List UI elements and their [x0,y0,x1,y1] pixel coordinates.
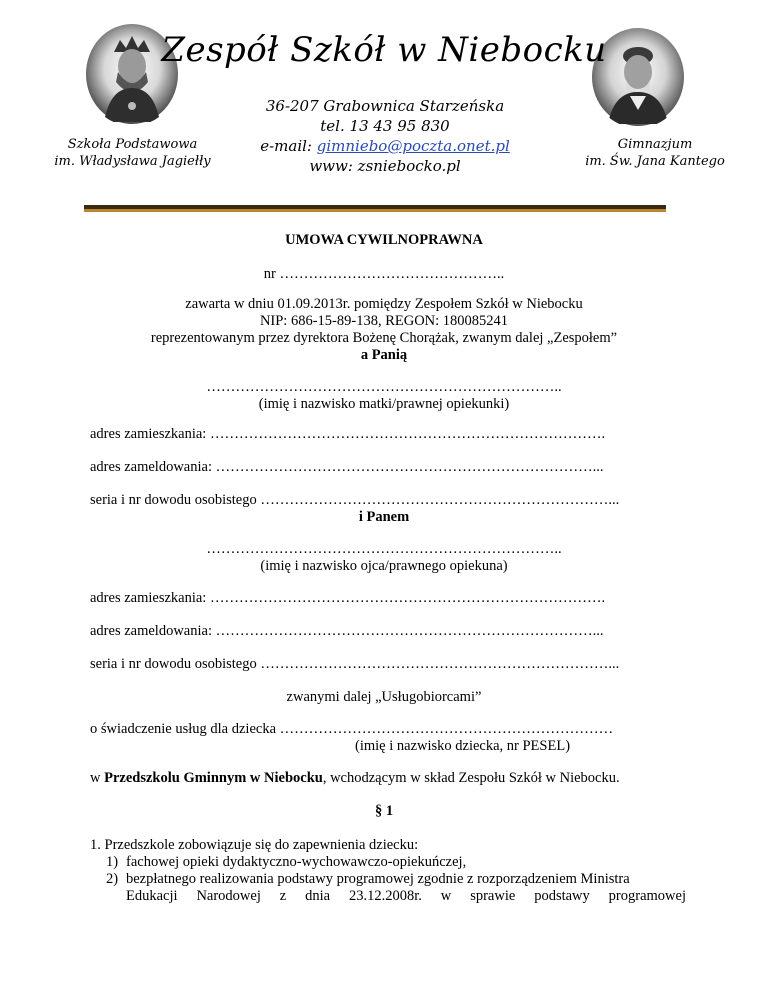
father-name-caption: (imię i nazwisko ojca/prawnego opiekuna) [260,558,508,574]
mother-registration-field: adres zameldowania: ……………………………………………………………………... [90,459,604,475]
clients-definition: zwanymi dalej „Usługobiorcami” [286,689,482,705]
father-id-field: seria i nr dowodu osobistego ………………………………………………………………... [90,656,620,672]
document-title: UMOWA CYWILNOPRAWNA [285,232,483,248]
child-field: o świadczenie usług dla dziecka …………………………………………………………… [90,721,614,737]
intro-line-2: NIP: 686-15-89-138, REGON: 180085241 [259,313,509,329]
header-divider-gold [84,209,666,212]
website: www: zsniebocko.pl [309,157,461,175]
mother-name-caption: (imię i nazwisko matki/prawnej opiekunki) [258,396,510,412]
clause-1: 1. Przedszkole zobowiązuje się do zapewnienia dziecku: [90,837,419,853]
email-label: e-mail: [260,137,312,155]
mother-id-field: seria i nr dowodu osobistego ………………………………………………………………... [90,492,620,508]
mother-residence-field: adres zamieszkania: ………………………………………………………………………. [90,426,606,442]
address: 36-207 Grabownica Starzeńska [265,97,505,115]
section-1-heading: § 1 [374,803,394,819]
party-i-panem: i Panem [358,509,410,525]
phone: tel. 13 43 95 830 [320,117,450,135]
contract-number: nr ……………………………………….. [263,266,505,282]
list-item-continuation: Edukacji Narodowej z dnia 23.12.2008r. w sprawie podstawy programowej [126,888,686,904]
preschool-name: Przedszkolu Gminnym w Niebocku [104,770,323,786]
contact-block [250,96,520,176]
mother-name-field: ……………………………………………………………….. [206,379,562,395]
email-link[interactable]: gimniebo@poczta.onet.pl [316,137,510,155]
preschool-line: w Przedszkolu Gminnym w Niebocku, wchodzącym w skład Zespołu Szkół w Niebocku. [90,770,620,786]
right-unit-name: Gimnazjum im. Św. Jana Kantego [585,137,725,169]
list-item: 1) fachowej opieki dydaktyczno-wychowawczo-opiekuńczej, [106,854,467,870]
father-residence-field: adres zamieszkania: ………………………………………………………………………. [90,590,606,606]
list-item: 2) bezpłatnego realizowania podstawy programowej zgodnie z rozporządzeniem Ministra [106,871,630,887]
email-row [250,136,520,156]
father-name-field: ……………………………………………………………….. [206,541,562,557]
child-caption: (imię i nazwisko dziecka, nr PESEL) [355,738,571,754]
intro-line-3: reprezentowanym przez dyrektora Bożenę Chorążak, zwanym dalej „Zespołem” [150,330,618,346]
party-a-pania: a Panią [360,347,408,363]
intro-line-1: zawarta w dniu 01.09.2013r. pomiędzy Zespołem Szkół w Niebocku [185,296,583,312]
left-unit-name: Szkoła Podstawowa im. Władysława Jagiełły [54,137,211,169]
father-registration-field: adres zameldowania: ……………………………………………………………………... [90,623,604,639]
school-name: Zespół Szkół w Niebocku [161,30,607,70]
